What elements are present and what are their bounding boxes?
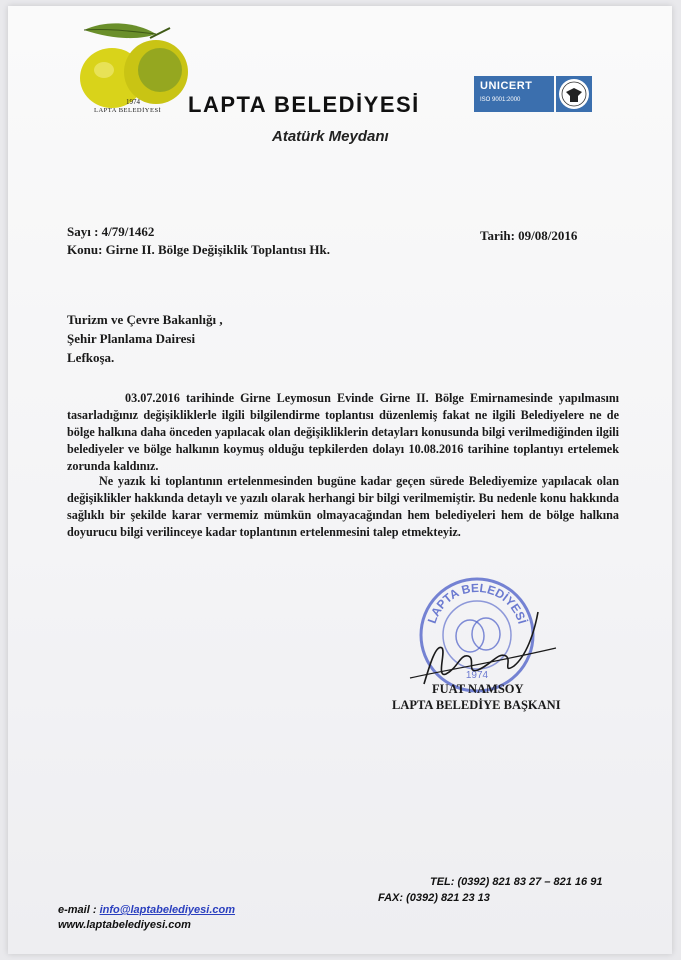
body-paragraph: 03.07.2016 tarihinde Girne Leymosun Evinde Girne II. Bölge Emirnamesinde yapılmasını tasarladığınız değişikliklerle ilgili bilgilendirme toplantısı düzenlemiş fakat ne ilgili Belediyelere ne de bölge halkına daha önceden yapılacak olan değişikliklerin detayları konusunda bilgi verilmediğinden ilgili belediyeler ve bölge halkının koymuş olduğu tepkilerden dolayı 10.08.2016 tarihine toplantıyı ertelemek zorunda kaldınız. xyxy=(67,391,619,473)
reference-number: Sayı : 4/79/1462 xyxy=(67,224,155,239)
signatory-title: LAPTA BELEDİYE BAŞKANI xyxy=(392,698,561,712)
cert-title: UNICERT xyxy=(480,80,533,92)
unicert-box xyxy=(474,76,554,112)
subject-line: Konu: Girne II. Bölge Değişiklik Toplantısı Hk. xyxy=(67,242,330,257)
recipient-line: Lefkoşa. xyxy=(67,350,115,365)
logo-year: 1974 xyxy=(126,98,140,106)
email-line xyxy=(58,904,235,916)
cert-subtitle: ISO 9001:2000 xyxy=(480,97,521,103)
fax: FAX: (0392) 821 23 13 xyxy=(378,892,490,904)
email-link[interactable]: info@laptabelediyesi.com xyxy=(99,904,236,916)
body-paragraph: Ne yazık ki toplantının ertelenmesinden bugüne kadar geçen sürede Belediyemize yapılacak olan değişiklikler hakkında detaylı ve yazılı olarak herhangi bir bilgi verilmemiştir. Bu nedenle konu hakkında sağlıklı bir şekilde karar vermemiz mümkün olmayacağından hem belediyeleri hem de bölge halkına doyurucu bilgi verilinceye kadar toplantının ertelenmesini talep etmekteyiz. xyxy=(67,474,619,539)
recipient-line: Şehir Planlama Dairesi xyxy=(67,331,196,346)
telephone: TEL: (0392) 821 83 27 – 821 16 91 xyxy=(430,876,603,888)
email-label: e-mail : xyxy=(58,904,100,916)
eagle-seal-icon xyxy=(556,76,592,112)
stamp-year: 1974 xyxy=(465,670,489,681)
signatory-name: FUAT NAMSOY xyxy=(432,682,524,696)
stamp-text: LAPTA BELEDİYESİ xyxy=(424,580,530,626)
organization-name: LAPTA BELEDİYESİ xyxy=(188,92,420,117)
organization-address: Atatürk Meydanı xyxy=(272,128,389,145)
document-date: Tarih: 09/08/2016 xyxy=(480,228,578,243)
recipient-line: Turizm ve Çevre Bakanlığı , xyxy=(67,312,223,327)
logo-name: LAPTA BELEDİYESİ xyxy=(94,107,162,114)
certification-badge xyxy=(474,76,594,114)
website-link[interactable]: www.laptabelediyesi.com xyxy=(58,919,191,931)
letter-page xyxy=(8,6,672,954)
